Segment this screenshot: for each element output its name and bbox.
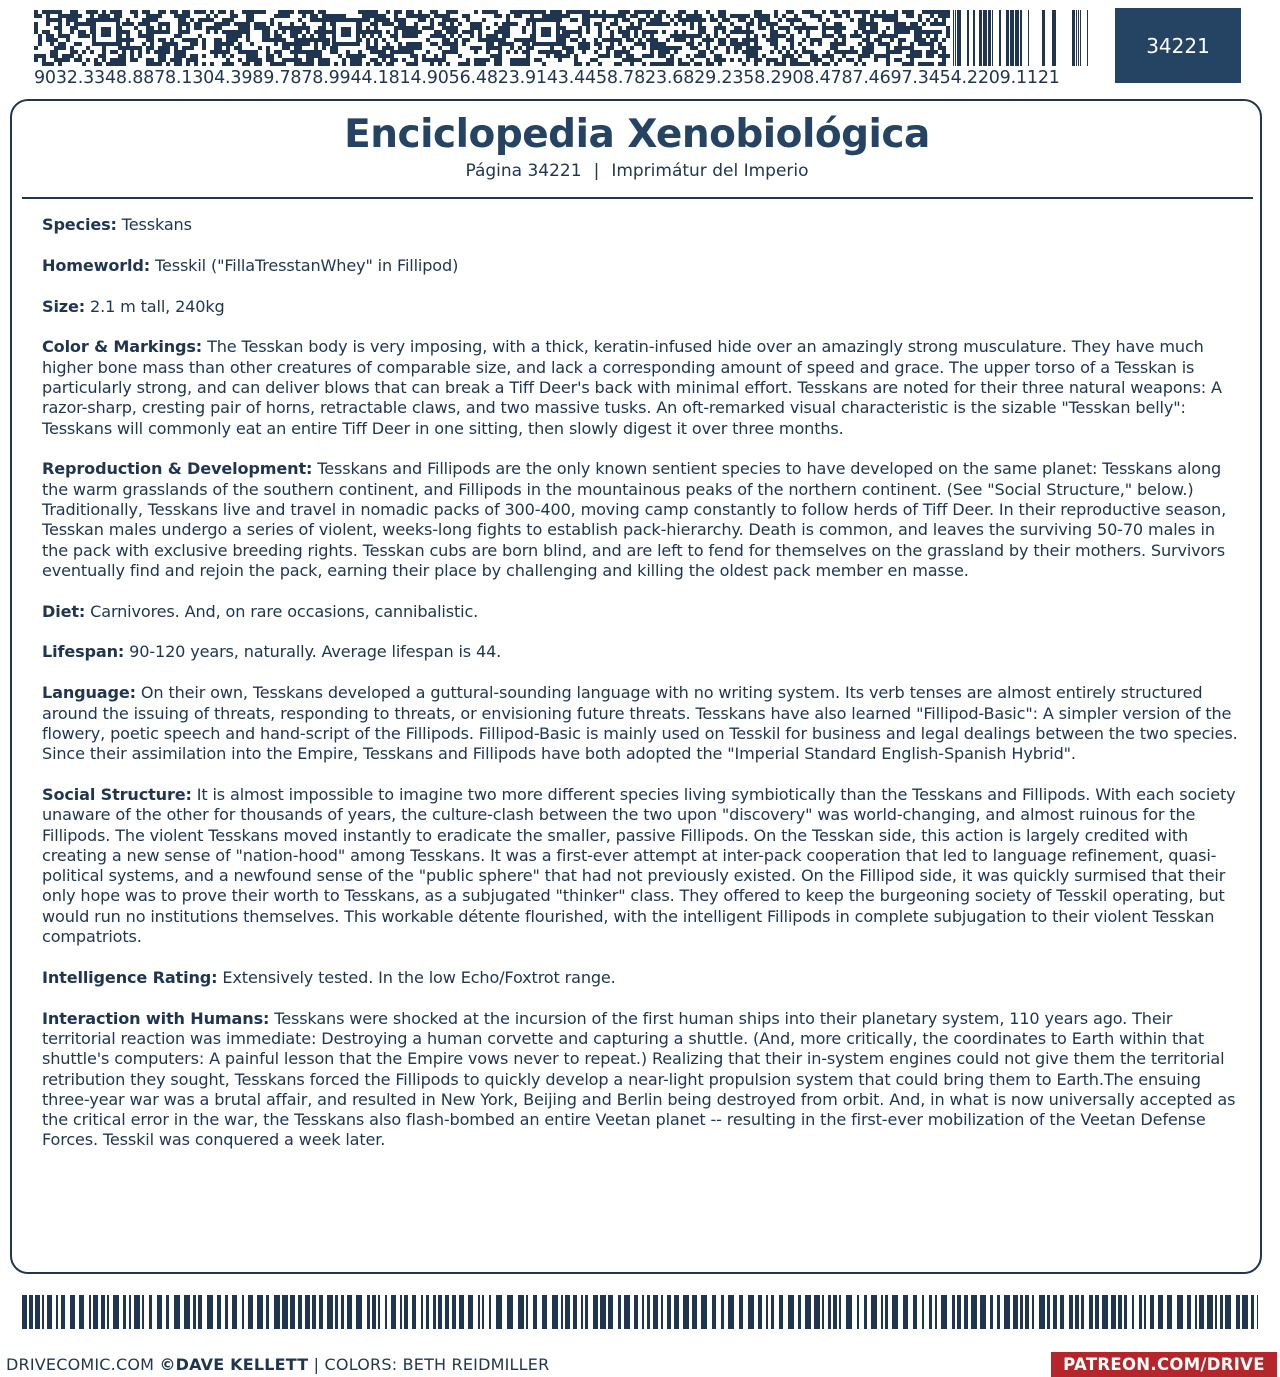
entry-color-markings [42,337,1242,438]
entry-diet [42,602,1242,622]
entry-species [42,215,1242,235]
entry-size [42,297,1242,317]
entry-label: Social Structure: [42,784,192,804]
entry-lifespan [42,642,1242,662]
entry-text: Carnivores. And, on rare occasions, cannibalistic. [90,601,479,621]
entry-label: Interaction with Humans: [42,1008,270,1028]
entry-label: Size: [42,296,86,316]
entry-label: Diet: [42,601,86,621]
entry-label: Homeworld: [42,255,151,275]
footer-separator: | [313,1355,320,1374]
page-badge: 34221 [1115,8,1241,83]
footer-site-link[interactable]: DRIVECOMIC.COM [6,1355,155,1374]
entry-label: Reproduction & Development: [42,459,313,479]
code-block [34,10,1100,88]
barcode-strip [22,1295,1258,1329]
footer-credits [6,1355,549,1374]
entry-text: 2.1 m tall, 240kg [90,296,225,316]
subtitle-separator: | [593,161,600,181]
entry-interaction-humans [42,1009,1242,1151]
entry-language [42,683,1242,764]
footer-copyright: ©DAVE KELLETT [159,1355,309,1374]
entry-text: On their own, Tesskans developed a guttural-sounding language with no writing system. Its verb tenses are almost entirely structured around the issuing of threats, responding to threats, or envisioning future threats. Tesskans have also learned "Fillipod-Basic": A simpler version of the flowery, poetic speech and hand-script of the Fillipods. Fillipod-Basic is mainly used on Tesskil for business and legal dealings between the two species. Since their assimilation into the Empire, Tesskans and Fillipods have both adopted the "Imperial Standard English-Spanish Hybrid". [42,683,1238,764]
entry-text: Extensively tested. In the low Echo/Foxtrot range. [222,967,616,987]
code-number: 9032.3348.8878.1304.3989.7878.9944.1814.9056.4823.9143.4458.7823.6829.2358.2908.4787.4697.3454.2209.1121 [34,68,1060,88]
entry-text: Tesskans were shocked at the incursion of the first human ships into their planetary system, 110 years ago. Their territorial reaction was immediate: Destroying a human corvette and capturing a shuttle. (And, more critically, the coordinates to Earth within that shuttle's computers: A painful lesson that the Empire vows never to repeat.) Realizing that their in-system engines could not give them the territorial retribution they sought, Tesskans forced the Fillipods to quickly develop a near-light propulsion system that could bring them to Earth.The ensuing three-year war was a brutal affair, and resulted in New York, Beijing and Berlin being destroyed from orbit. And, in what is now universally accepted as the critical error in the war, the Tesskans also flash-bombed an entire Veetan planet -- resulting in the first-ever mobilization of the Veetan Defense Forces. Tesskil was conquered a week later. [42,1008,1236,1150]
entry-intelligence [42,968,1242,988]
page-subtitle [0,161,1274,181]
entry-reproduction [42,459,1242,581]
footer-colors-credit: COLORS: BETH REIDMILLER [324,1355,550,1374]
entry-label: Lifespan: [42,642,125,662]
patreon-link[interactable]: PATREON.COM/DRIVE [1051,1352,1277,1377]
title-divider [22,197,1253,199]
entry-text: Tesskans and Fillipods are the only known sentient species to have developed on the same planet: Tesskans along the warm grasslands of the southern continent, and Fillipods in the mountainous peaks of the northern continent. (See "Social Structure," below.) Traditionally, Tesskans live and travel in nomadic packs of 300-400, moving camp constantly to follow herds of Tiff Deer. In their reproductive season, Tesskan males undergo a series of violent, weeks-long fights to establish pack-hierarchy. Death is common, and leaves the surviving 50-70 males in the pack with exclusive breeding rights. Tesskan cubs are born blind, and are left to fend for themselves on the grassland by their mothers. Survivors eventually find and rejoin the pack, earning their place by challenging and killing the oldest pack member en masse. [42,459,1227,580]
entry-label: Language: [42,683,136,703]
entry-homeworld [42,256,1242,276]
entry-label: Species: [42,215,117,234]
entry-social-structure [42,785,1242,947]
entry-text: Tesskans [121,215,192,234]
entry-label: Intelligence Rating: [42,967,218,987]
entry-text: 90-120 years, naturally. Average lifespan is 44. [129,642,502,662]
subtitle-page: Página 34221 [465,161,582,181]
entry-text: The Tesskan body is very imposing, with a thick, keratin-infused hide over an amazingly strong musculature. They have much higher bone mass than other creatures of comparable size, and lack a corresponding amount of speed and grace. The upper torso of a Tesskan is particularly strong, and can deliver blows that can break a Tiff Deer's back with minimal effort. Tesskans are noted for their three natural weapons: A razor-sharp, cresting pair of horns, retractable claws, and two massive tusks. An oft-remarked visual characteristic is the sizable "Tesskan belly": Tesskans will commonly eat an entire Tiff Deer in one sitting, then slowly digest it over three months. [42,337,1222,438]
page-title: Enciclopedia Xenobiológica [344,112,930,157]
qr-code-strip [34,10,1100,66]
entry-list [42,215,1242,1171]
entry-label: Color & Markings: [42,337,203,357]
entry-text: It is almost impossible to imagine two more different species living symbiotically than the Tesskans and Fillipods. With each society unaware of the other for thousands of years, the culture-clash between the two upon "discovery" was world-changing, and almost ruinous for the Fillipods. The violent Tesskans moved instantly to eradicate the smaller, passive Fillipods. On the Tesskan side, this action is largely credited with creating a new sense of "nation-hood" among Tesskans. It was a first-ever attempt at inter-pack cooperation that led to language refinement, quasi-political systems, and a newfound sense of the "public sphere" that had not previously existed. On the Fillipod side, it was quickly surmised that their only hope was to prove their worth to Tesskans, as a subjugated "thinker" class. They offered to keep the burgeoning society of Tesskil operating, but would run no institutions themselves. This workable détente flourished, with the intelligent Fillipods in complete subjugation to their violent Tesskan compatriots. [42,784,1236,947]
subtitle-imprint: Imprimátur del Imperio [611,161,809,181]
entry-text: Tesskil ("FillaTresstanWhey" in Fillipod) [155,255,459,275]
